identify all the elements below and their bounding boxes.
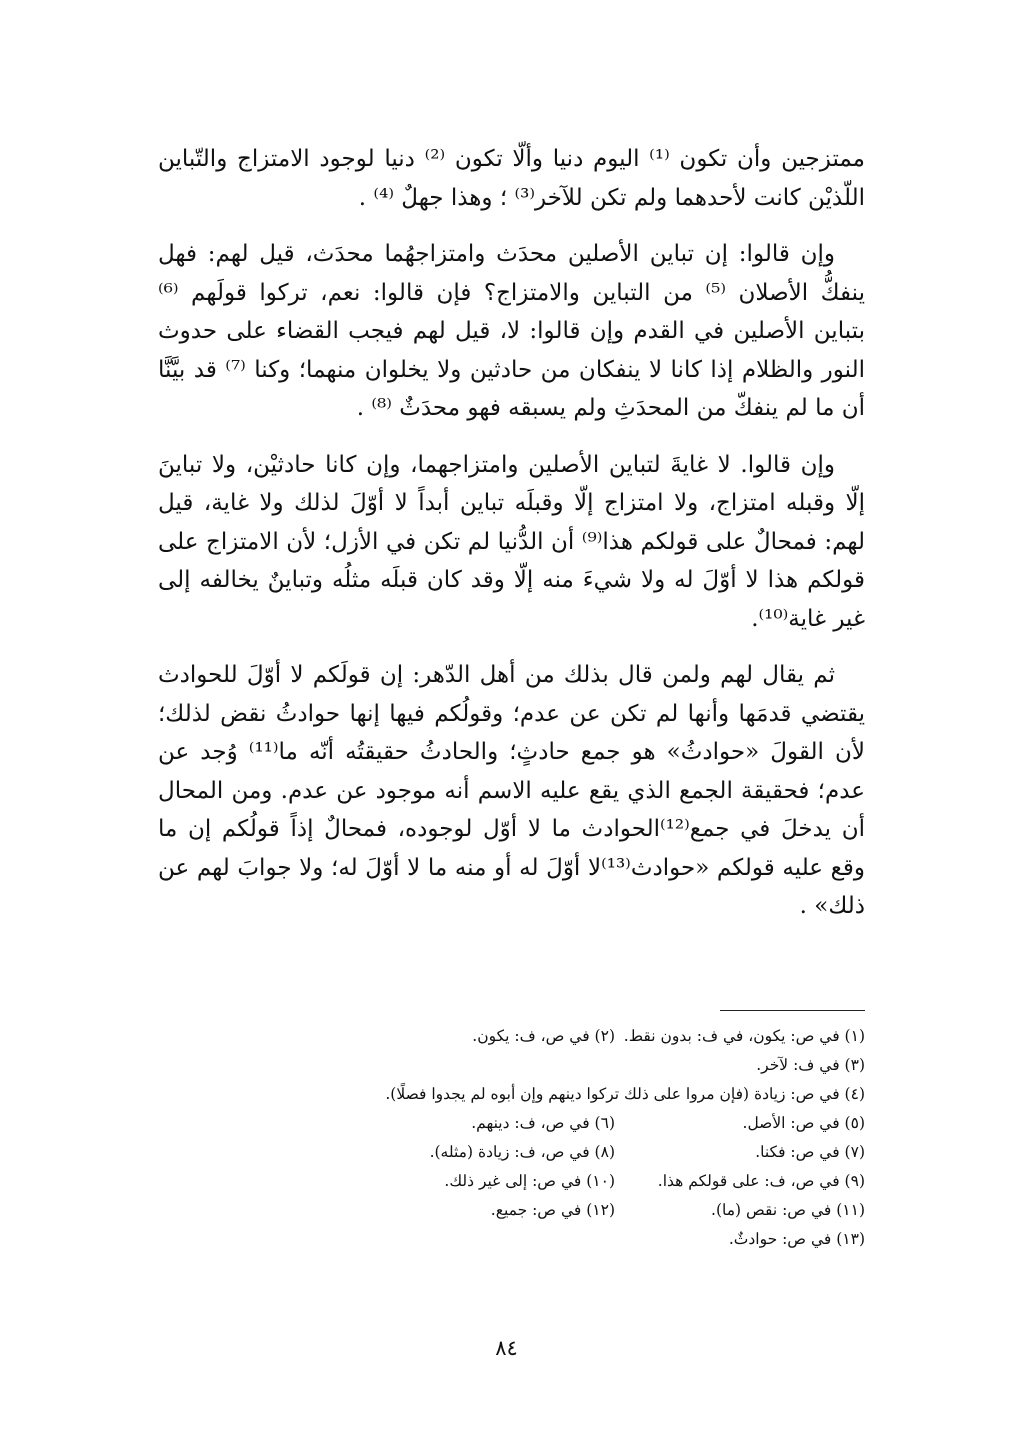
body-text <box>158 140 865 944</box>
footnote-10: (١٠) في ص: إلى غير ذلك. <box>444 1172 615 1190</box>
footnote-row <box>300 1196 865 1225</box>
paragraph-3: وإن قالوا. لا غايةَ لتباين الأصلين وامتزاجهما، وإن كانا حادثيْن، ولا تباينَ إلّا وقبله امتزاج، ولا امتزاج إلّا وقبلَه تباين أبداً لا أوّلَ لذلك ولا غاية، قيل لهم: فمحالٌ على قولكم هذا⁽⁹⁾ أن الدُّنيا لم تكن في الأزل؛ لأن الامتزاج على قولكم هذا لا أوّلَ له ولا شيءَ منه إلّا وقد كان قبلَه مثلُه وتباينٌ يخالفه إلى غير غاية⁽¹⁰⁾. <box>158 451 865 632</box>
footnote-divider <box>720 1010 865 1011</box>
paragraph-1: ممتزجين وأن تكون ⁽¹⁾ اليوم دنيا وألّا تكون ⁽²⁾ دنيا لوجود الامتزاج والتّباين اللّذيْن كانت لأحدهما ولم تكن للآخر⁽³⁾ ؛ وهذا جهلٌ ⁽⁴⁾ . <box>158 146 865 211</box>
footnote-row <box>300 1138 865 1167</box>
footnote-row <box>300 1051 865 1080</box>
footnote-13: (١٣) في ص: حوادثٌ. <box>728 1230 865 1248</box>
footnote-2: (٢) في ص، ف: يكون. <box>472 1027 615 1045</box>
footnote-8: (٨) في ص، ف: زيادة (مثله). <box>429 1143 615 1161</box>
footnote-1: (١) في ص: يكون، في ف: بدون نقط. <box>623 1027 865 1045</box>
footnote-row <box>300 1109 865 1138</box>
footnote-7: (٧) في ص: فكنا. <box>755 1143 865 1161</box>
footnote-9: (٩) في ص، ف: على قولكم هذا. <box>657 1172 865 1190</box>
footnote-6: (٦) في ص، ف: دينهم. <box>471 1114 615 1132</box>
footnote-row <box>300 1022 865 1051</box>
footnotes <box>300 1022 865 1254</box>
page-number: ٨٤ <box>495 1336 518 1360</box>
footnote-3: (٣) في ف: لآخر. <box>756 1056 865 1074</box>
footnote-row <box>300 1225 865 1254</box>
footnote-row <box>300 1080 865 1109</box>
footnote-12: (١٢) في ص: جميع. <box>490 1201 615 1219</box>
footnote-4: (٤) في ص: زيادة (فإن مروا على ذلك تركوا دينهم وإن أبوه لم يجدوا فصلًا). <box>385 1085 865 1103</box>
paragraph-2: وإن قالوا: إن تباين الأصلين محدَث وامتزاجهُما محدَث، قيل لهم: فهل ينفكُّ الأصلان ⁽⁵⁾ من التباين والامتزاج؟ فإن قالوا: نعم، تركوا قولَهم ⁽⁶⁾ بتباين الأصلين في القدم وإن قالوا: لا، قيل لهم فيجب القضاء على حدوث النور والظلام إذا كانا لا ينفكان من حادثين ولا يخلوان منهما؛ وكنا ⁽⁷⁾ قد بيَّنَّا أن ما لم ينفكّ من المحدَثِ ولم يسبقه فهو محدَثٌ ⁽⁸⁾ . <box>158 241 865 421</box>
paragraph-4: ثم يقال لهم ولمن قال بذلك من أهل الدّهر: إن قولَكم لا أوّلَ للحوادث يقتضي قدمَها وأنها لم تكن عن عدم؛ وقولُكم فيها إنها حوادثُ نقض لذلك؛ لأن القولَ «حوادثُ» هو جمع حادثٍ؛ والحادثُ حقيقتُه أنّه ما⁽¹¹⁾ وُجد عن عدم؛ فحقيقة الجمع الذي يقع عليه الاسم أنه موجود عن عدم. ومن المحال أن يدخلَ في جمع⁽¹²⁾الحوادث ما لا أوّل لوجوده، فمحالٌ إذاً قولُكم إن ما وقع عليه قولكم «حوادث⁽¹³⁾لا أوّلَ له أو منه ما لا أوّلَ له؛ ولا جوابَ لهم عن ذلك» . <box>158 662 865 919</box>
footnote-11: (١١) في ص: نقص (ما). <box>711 1201 865 1219</box>
footnote-5: (٥) في ص: الأصل. <box>742 1114 865 1132</box>
footnote-row <box>300 1167 865 1196</box>
